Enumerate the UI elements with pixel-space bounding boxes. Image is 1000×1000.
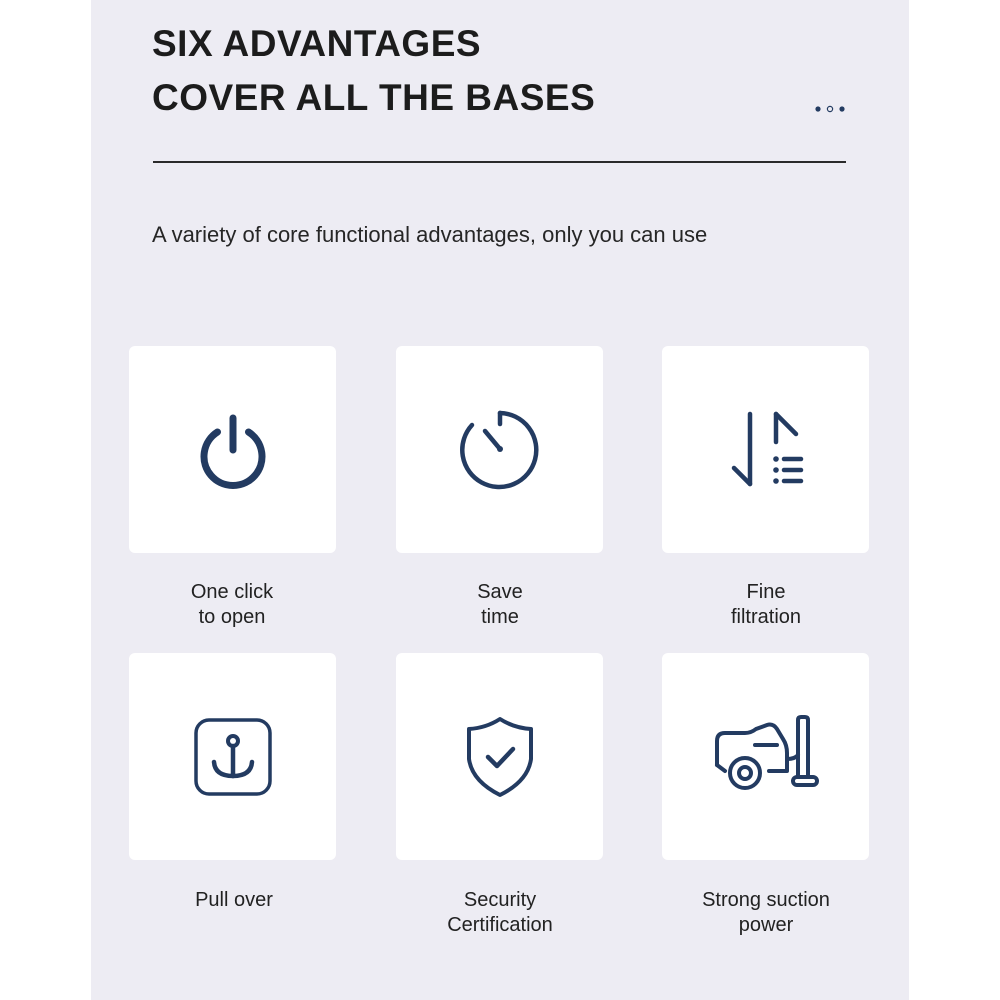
timer-icon — [458, 408, 542, 492]
advantage-caption-pull-over: Pull over — [195, 889, 273, 911]
power-icon — [193, 410, 273, 490]
pagination-dot-3 — [839, 106, 844, 111]
shield-check-icon — [464, 715, 536, 799]
sort-filter-icon — [724, 408, 808, 492]
advantage-card-security — [396, 653, 603, 860]
subtitle: A variety of core functional advantages, only you can use — [152, 222, 708, 247]
advantage-card-save-time — [396, 346, 603, 553]
anchor-icon — [193, 717, 273, 797]
advantage-caption-fine-filtration: Fine filtration — [730, 581, 802, 628]
advantage-caption-save-time: Save time — [477, 581, 523, 628]
page-title-line-2: COVER ALL THE BASES — [152, 77, 596, 118]
vacuum-cleaner-icon — [711, 715, 821, 799]
advantage-card-pull-over — [129, 653, 336, 860]
advantage-card-suction — [662, 653, 869, 860]
advantage-caption-suction: Strong suction power — [702, 889, 830, 936]
pagination-dot-2 — [827, 106, 832, 111]
header-divider — [153, 161, 846, 163]
advantage-card-fine-filtration — [662, 346, 869, 553]
advantage-caption-security: Security Certification — [447, 889, 553, 936]
pagination-dots[interactable] — [813, 104, 849, 114]
page-title-line-1: SIX ADVANTAGES — [152, 23, 482, 64]
pagination-dot-1 — [815, 106, 820, 111]
advantage-caption-one-click: One click to open — [190, 581, 274, 628]
advantage-card-one-click — [129, 346, 336, 553]
